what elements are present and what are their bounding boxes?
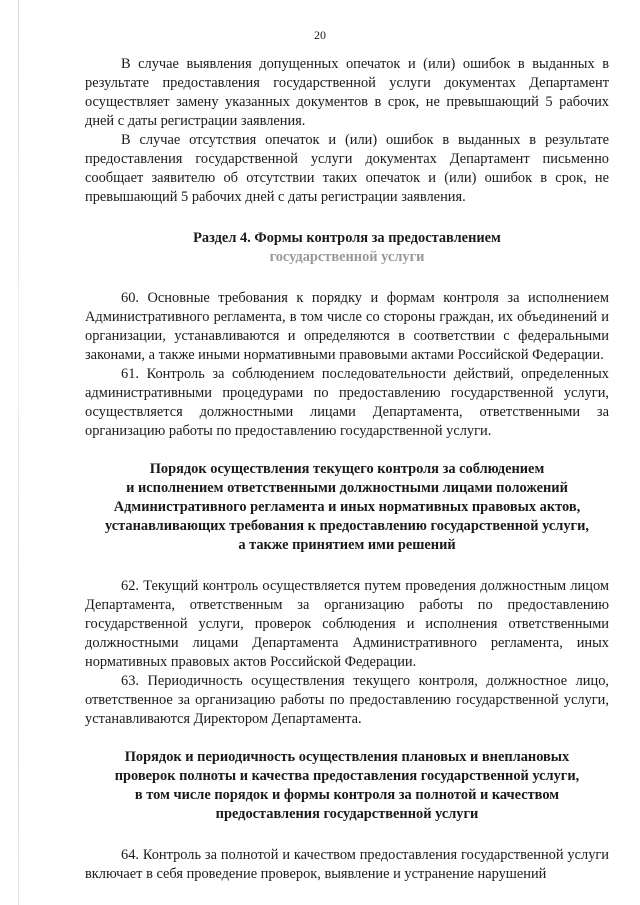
current-control-heading: [85, 460, 609, 555]
heading-line: в том числе порядок и формы контроля за полнотой и качеством: [134, 787, 560, 803]
paragraph-60: 60. Основные требования к порядку и формам контроля за исполнением Административного регламента, в том числе со стороны граждан, их объединений и организации, устанавливаются и определяются в соответствии с федеральными законами, а также иными нормативными правовыми актами Российской Федерации.: [85, 290, 609, 363]
heading-line: предоставления государственной услуги: [215, 806, 479, 822]
heading-line: Порядок и периодичность осуществления плановых и внеплановых: [124, 749, 570, 765]
paragraph-61: 61. Контроль за соблюдением последовательности действий, определенных административными процедурами по предоставлению государственной услуги, осуществляется должностными лицами Департамента, ответственными за организацию работы по предоставлению государственной услуги.: [85, 366, 609, 439]
heading-line: Административного регламента и иных нормативных правовых актов,: [113, 499, 581, 515]
paragraph-64: 64. Контроль за полнотой и качеством предоставления государственной услуги включает в себя проведение проверок, выявление и устранение нарушений: [85, 847, 609, 882]
scan-edge-line: [18, 0, 19, 905]
paragraph-63: 63. Периодичность осуществления текущего контроля, должностное лицо, ответственное за организацию работы по предоставлению государственной услуги, устанавливаются Директором Департамента.: [85, 673, 609, 727]
heading-line: государственной услуги: [269, 249, 425, 265]
heading-line: и исполнением ответственными должностными лицами положений: [126, 480, 568, 496]
heading-line: устанавливающих требования к предоставлению государственной услуги,: [105, 518, 589, 534]
page-number: 20: [314, 28, 326, 42]
paragraph-62: 62. Текущий контроль осуществляется путем проведения должностным лицом Департамента, ответственным за организацию работы по предоставлению государственной услуги, проверок соблюдения и исполнения ответственными должностными лицами Департамента Административного регламента, иных нормативных правовых актов Российской Федерации.: [85, 578, 609, 670]
paragraph-correction-replacement: В случае выявления допущенных опечаток и (или) ошибок в выданных в результате предоставления государственной услуги документах Департамент осуществляет замену указанных документов в срок, не превышающий 5 рабочих дней с даты регистрации заявления.: [85, 56, 609, 129]
heading-line: а также принятием ими решений: [238, 537, 456, 553]
paragraph-no-errors-notice: В случае отсутствия опечаток и (или) ошибок в выданных в результате предоставления государственной услуги документах Департамент письменно сообщает заявителю об отсутствии таких опечаток и (или) ошибок в срок, не превышающий 5 рабочих дней с даты регистрации заявления.: [85, 132, 609, 205]
heading-line: Порядок осуществления текущего контроля за соблюдением: [149, 461, 545, 477]
planned-inspections-heading: [85, 748, 609, 824]
document-body: [85, 55, 609, 884]
section-4-heading: [85, 229, 609, 267]
heading-line: Раздел 4. Формы контроля за предоставлением: [193, 230, 501, 246]
heading-line: проверок полноты и качества предоставления государственной услуги,: [114, 768, 580, 784]
